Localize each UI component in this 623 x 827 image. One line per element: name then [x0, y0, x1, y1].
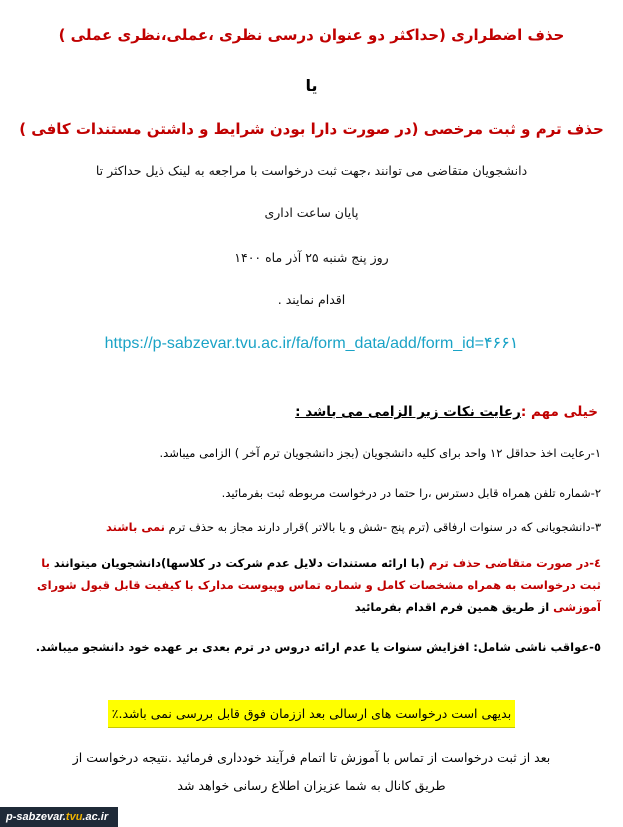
intro-line-3-date: روز پنج شنبه ۲۵ آذر ماه ۱۴۰۰	[234, 250, 389, 265]
note-item-3-text: ۳-دانشجویانی که در سنوات ارفاقی (ترم پنج -شش و یا بالاتر )قرار دارند مجاز به حذف ترم	[164, 520, 601, 534]
form-link[interactable]: https://p-sabzevar.tvu.ac.ir/fa/form_data/add/form_id=۴۶۶۱	[104, 335, 519, 352]
deadline-notice-wrap	[0, 700, 623, 728]
note-item-3	[20, 516, 601, 538]
notes-heading	[295, 404, 598, 420]
note-item-3-emphasis: نمی باشند	[106, 520, 165, 534]
note-item-4	[20, 552, 601, 618]
note-item-1: ۱-رعایت اخذ حداقل ۱۲ واحد برای کلیه دانشجویان (بجز دانشجویان ترم آخر ) الزامی میباشد.	[159, 446, 601, 460]
site-brand-badge	[0, 807, 118, 827]
brand-suffix: .ac.ir	[82, 811, 109, 823]
note-item-4-lead: ٤-در صورت متقاضی حذف ترم	[428, 556, 601, 570]
deadline-notice: بدیهی است درخواست های ارسالی بعد اززمان فوق قابل بررسی نمی باشد.٪	[108, 700, 515, 728]
brand-prefix: p-sabzevar.	[6, 811, 66, 823]
notes-heading-important: خیلی مهم :	[520, 404, 598, 420]
title-term-drop: حذف ترم و ثبت مرخصی (در صورت دارا بودن شرایط و داشتن مستندات کافی )	[19, 120, 604, 138]
title-or: یا	[305, 76, 318, 95]
notes-heading-text: رعایت نکات زیر الزامی می باشد :	[295, 404, 521, 420]
intro-line-4: اقدام نمایند .	[277, 292, 346, 307]
footer-line-1: بعد از ثبت درخواست از تماس با آموزش تا اتمام فرآیند خودداری فرمائید .نتیجه درخواست از	[72, 750, 551, 765]
intro-line-2: پایان ساعت اداری	[264, 205, 359, 220]
note-item-5: ٥-عواقب ناشی شامل: افزایش سنوات یا عدم ارائه دروس در ترم بعدی بر عهده خود دانشجو میباشد.	[35, 640, 601, 654]
note-item-4-tail: از طریق همین فرم اقدام بفرمائید	[354, 600, 554, 614]
note-item-4-emphasis: با ثبت درخواست به همراه مشخصات کامل و شماره تماس وپیوست مدارک با کیفیت قابل قبول شورای آموزشی	[37, 556, 601, 614]
brand-accent: tvu	[65, 811, 83, 823]
note-item-2: ۲-شماره تلفن همراه قابل دسترس ،را حتما در درخواست مربوطه ثبت بفرمائید.	[221, 486, 601, 500]
footer-line-2: طریق کانال به شما عزیزان اطلاع رسانی خواهد شد	[177, 778, 446, 793]
note-item-4-middle: (با ارائه مستندات دلایل عدم شرکت در کلاسها)دانشجویان میتوانند	[49, 556, 429, 570]
intro-line-1: دانشجویان متقاضی می توانند ،جهت ثبت درخواست با مراجعه به لینک ذیل حداکثر تا	[95, 163, 528, 178]
title-emergency-drop: حذف اضطراری (حداکثر دو عنوان درسی نظری ،عملی،نظری عملی )	[58, 26, 565, 44]
